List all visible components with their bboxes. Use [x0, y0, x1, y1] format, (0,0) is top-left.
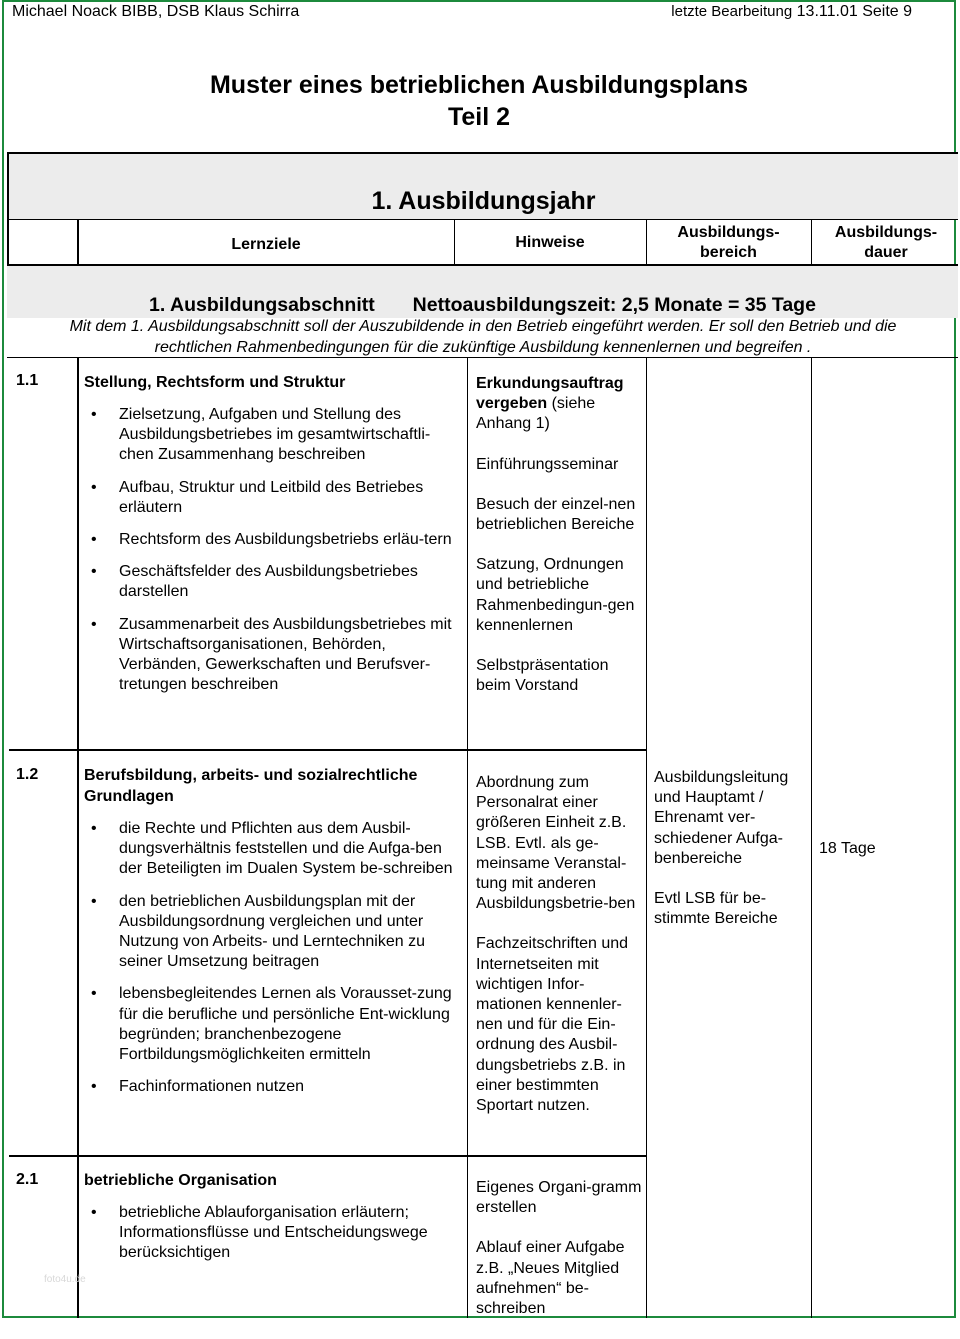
hint-text: (siehe Anhang 1): [476, 395, 596, 433]
ausbildungsbereich-cell: [654, 768, 809, 949]
section-intro-line2: rechtlichen Rahmenbedingungen für die zukünftige Ausbildung kennenlernen und begreifen .: [154, 339, 812, 356]
list-item: [476, 374, 646, 435]
section-band: [7, 266, 958, 318]
list-item: • betriebliche Ablauforganisation erläutern; Informationsflüsse und Entscheidungswege berücksichtigen: [84, 1203, 464, 1264]
list-item: • Zusammenarbeit des Ausbildungsbetriebes mit Wirtschaftsorganisationen, Behörden, Verbänden, Gewerkschaften und Berufsver-tretungen beschreiben: [84, 615, 464, 696]
header-edit-date: 13.11.01: [796, 3, 858, 20]
row-title: betriebliche Organisation: [84, 1172, 277, 1189]
rule-line: [9, 1155, 647, 1157]
page: [2, 0, 956, 1318]
document-title: Muster eines betrieblichen Ausbildungsplans: [209, 71, 749, 99]
section-intro-line1: Mit dem 1. Ausbildungsabschnitt soll der Auszubildende in den Betrieb eingeführt werden. Er soll den Betrieb und die: [69, 318, 897, 335]
hint-emphasis: Erkundungsauftrag vergeben: [476, 375, 624, 413]
rule-line: [77, 220, 79, 266]
rule-line: [467, 358, 468, 1318]
bereich-text: Evtl LSB für be-stimmte Bereiche: [654, 890, 778, 928]
watermark: foto4u.de: [44, 1274, 86, 1285]
list-item: • Fachinformationen nutzen: [84, 1077, 464, 1097]
hinweise-list: [476, 773, 646, 1136]
rule-line: [7, 219, 958, 220]
list-item: • den betrieblichen Ausbildungsplan mit der Ausbildungsordnung vergleichen und unter Nutzung von Arbeits- und Lerntechniken zu seiner Umsetzung beitragen: [84, 892, 464, 973]
lernziele-list: [84, 819, 464, 1109]
header-page-number: Seite 9: [862, 3, 912, 20]
row-number: 1.1: [16, 372, 39, 389]
column-header-lernziele: Lernziele: [231, 236, 301, 253]
lernziele-list: [84, 405, 464, 707]
list-item: Abordnung zum Personalrat einer größeren Einheit z.B. LSB. Evtl. als ge-meinsame Veranstal-tung mit anderen Ausbildungsbetrie-ben: [476, 774, 636, 913]
year-heading: 1. Ausbildungsjahr: [371, 187, 596, 215]
rule-line: [9, 749, 647, 751]
header-edit-label: letzte Bearbeitung: [671, 3, 793, 20]
ausbildungsdauer-value: 18 Tage: [819, 840, 876, 857]
row-number: 1.2: [16, 766, 39, 783]
document-subtitle: Teil 2: [447, 103, 511, 131]
rule-line: [7, 220, 9, 266]
hinweise-list: [476, 1178, 646, 1339]
hinweise-list: [476, 374, 646, 716]
column-header-bereich: Ausbildungs- bereich: [677, 224, 780, 261]
lernziele-list: [84, 1203, 464, 1276]
list-item: • die Rechte und Pflichten aus dem Ausbil-dungsverhältnis feststellen und die Aufga-ben der Beteiligten im Dualen System be-schreiben: [84, 819, 464, 880]
list-item: Ablauf einer Aufgabe z.B. „Neues Mitglied aufnehmen“ be-schreiben: [476, 1239, 625, 1318]
rule-line: [646, 220, 647, 266]
list-item: • lebensbegleitendes Lernen als Vorausset-zung für die berufliche und persönliche Ent-wicklung begründen; branchenbezogene Fortbildungsmöglichkeiten ermitteln: [84, 984, 464, 1065]
list-item: Besuch der einzel-nen betrieblichen Bereiche: [476, 495, 636, 534]
list-item: • Rechtsform des Ausbildungsbetriebs erläu-tern: [84, 530, 464, 550]
column-header-dauer: Ausbildungs- dauer: [834, 224, 938, 261]
bereich-text: Ausbildungsleitung und Hauptamt / Ehrenamt ver-schiedener Aufga-benbereiche: [654, 769, 789, 867]
list-item: • Geschäftsfelder des Ausbildungsbetriebes darstellen: [84, 562, 464, 602]
list-item: • Aufbau, Struktur und Leitbild des Betriebes erläutern: [84, 478, 464, 518]
list-item: Fachzeitschriften und Internetseiten mit wichtigen Infor-mationen kennenler-nen und für die Ein-ordnung des Ausbil-dungsbetriebs z.B. in einer bestimmten Sportart nutzen.: [476, 935, 629, 1115]
rule-line: [811, 358, 812, 1318]
header-edit-info: [671, 2, 912, 22]
rule-line: [77, 358, 79, 1318]
rule-line: [646, 358, 647, 1318]
column-header-hinweise: Hinweise: [515, 234, 585, 251]
rule-line: [811, 220, 812, 266]
rule-line: [454, 220, 455, 266]
row-title: Stellung, Rechtsform und Struktur: [84, 374, 346, 391]
list-item: • Zielsetzung, Aufgaben und Stellung des Ausbildungsbetriebes im gesamtwirtschaftli-chen Zusammenhang beschreiben: [84, 405, 464, 466]
list-item: Einführungsseminar: [476, 455, 619, 473]
section-heading: 1. Ausbildungsabschnitt Nettoausbildungszeit: 2,5 Monate = 35 Tage: [149, 294, 816, 316]
list-item: Selbstpräsentation beim Vorstand: [476, 657, 609, 695]
list-item: Eigenes Organi-gramm erstellen: [476, 1179, 642, 1217]
list-item: Satzung, Ordnungen und betriebliche Rahmenbedingun-gen kennenlernen: [476, 556, 635, 634]
rule-line: [7, 357, 958, 358]
row-title: Berufsbildung, arbeits- und sozialrechtliche Grundlagen: [84, 767, 418, 805]
header-authors: Michael Noack BIBB, DSB Klaus Schirra: [12, 3, 300, 20]
year-band: [7, 152, 958, 220]
row-number: 2.1: [16, 1171, 39, 1188]
